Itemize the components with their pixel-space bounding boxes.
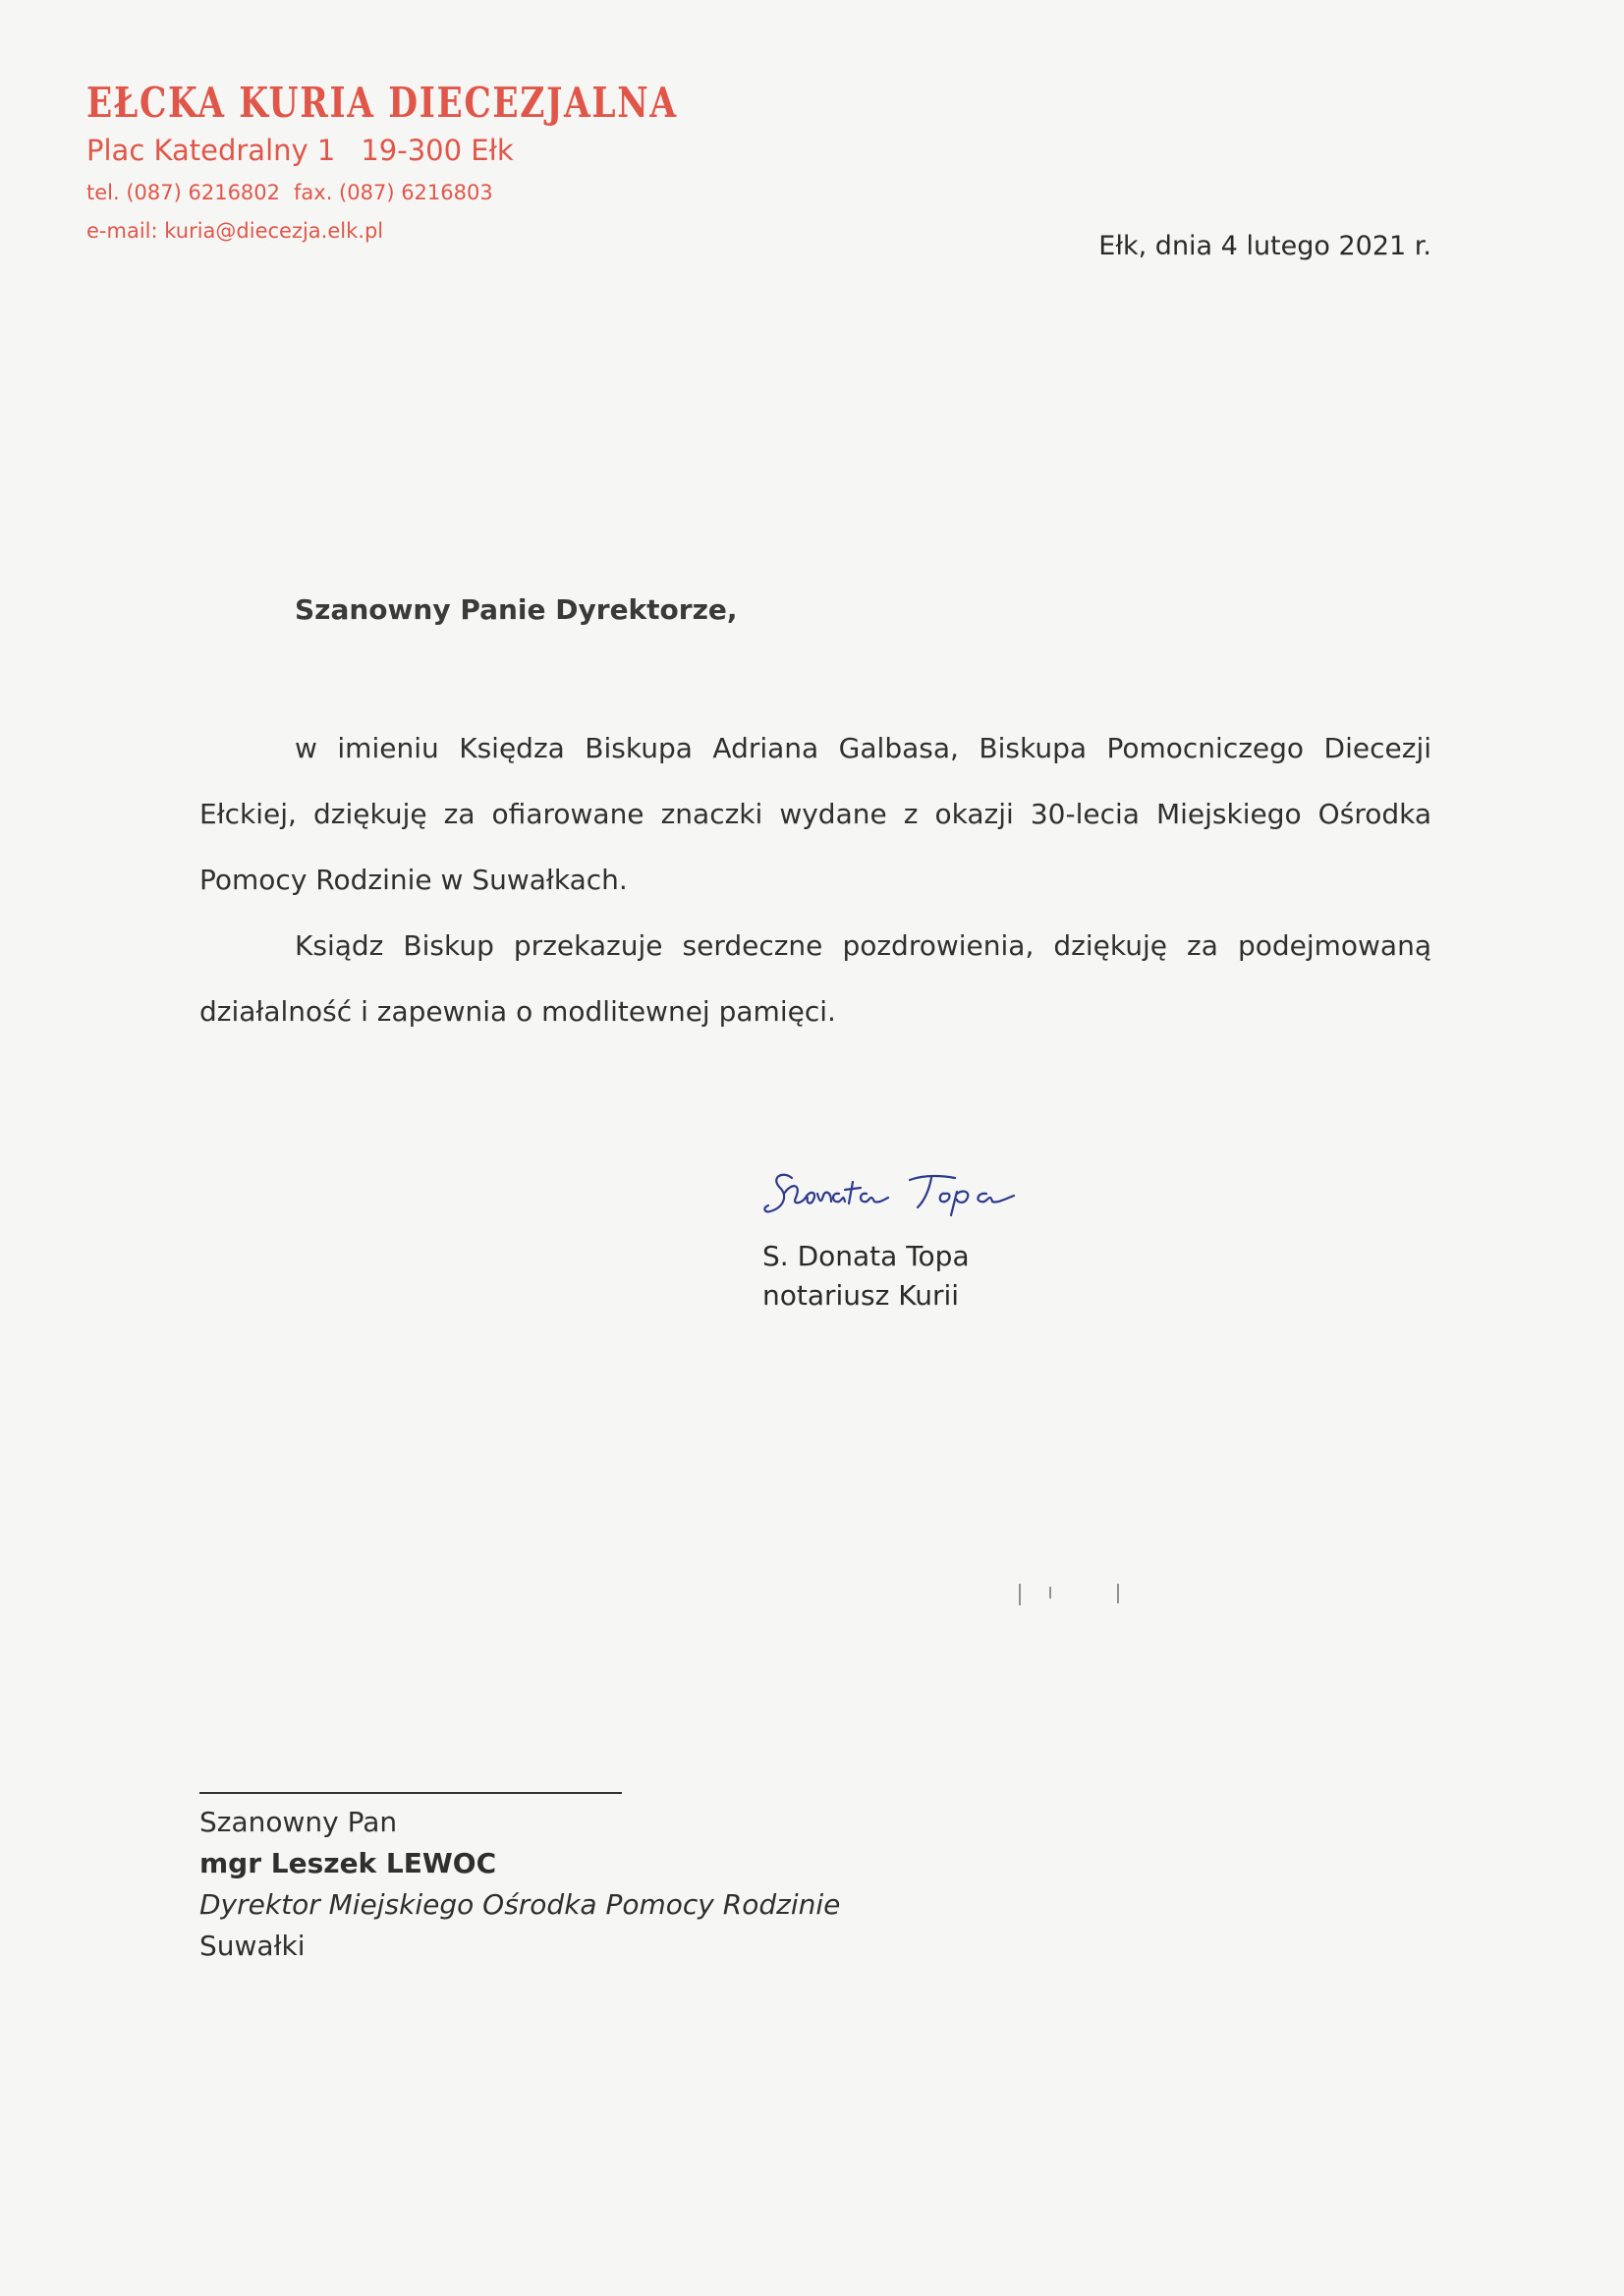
recipient-divider xyxy=(199,1792,622,1794)
signatory-name: S. Donata Topa xyxy=(762,1240,970,1272)
body-paragraph-1: w imieniu Księdza Biskupa Adriana Galbasa, Biskupa Pomocniczego Diecezji Ełckiej, dziękuję za ofiarowane znaczki wydane z okazji 30-lecia Miejskiego Ośrodka Pomocy Rodzinie w Suwałkach. xyxy=(199,732,1431,896)
recipient-block xyxy=(199,1802,840,1967)
handwritten-signature xyxy=(762,1164,1026,1235)
recipient-title: Dyrektor Miejskiego Ośrodka Pomocy Rodzinie xyxy=(199,1888,841,1921)
letter-body xyxy=(199,715,1431,1044)
recipient-salutation: Szanowny Pan xyxy=(199,1806,398,1838)
scan-mark xyxy=(1117,1584,1119,1603)
recipient-city: Suwałki xyxy=(199,1930,306,1962)
scan-mark xyxy=(1049,1587,1051,1598)
letterhead-email: e-mail: kuria@diecezja.elk.pl xyxy=(86,219,384,243)
greeting: Szanowny Panie Dyrektorze, xyxy=(295,593,738,626)
scan-mark xyxy=(1019,1584,1021,1605)
letterhead-street: Plac Katedralny 1 xyxy=(86,134,336,167)
letterhead-name: EŁCKA KURIA DIECEZJALNA xyxy=(86,79,678,127)
letterhead xyxy=(86,79,808,245)
body-paragraph-2: Ksiądz Biskup przekazuje serdeczne pozdrowienia, dziękuję za podejmowaną działalność i zapewnia o modlitewnej pamięci. xyxy=(199,929,1431,1028)
signature-block xyxy=(762,1164,1026,1316)
letterhead-city: 19-300 Ełk xyxy=(361,134,514,167)
letterhead-address xyxy=(86,132,808,169)
signatory-role: notariusz Kurii xyxy=(762,1279,960,1312)
letterhead-phone-line xyxy=(86,179,808,206)
recipient-name: mgr Leszek LEWOC xyxy=(199,1847,497,1879)
letterhead-tel: tel. (087) 6216802 xyxy=(86,181,281,204)
letterhead-fax: fax. (087) 6216803 xyxy=(294,181,493,204)
letter-date: Ełk, dnia 4 lutego 2021 r. xyxy=(1098,231,1431,261)
